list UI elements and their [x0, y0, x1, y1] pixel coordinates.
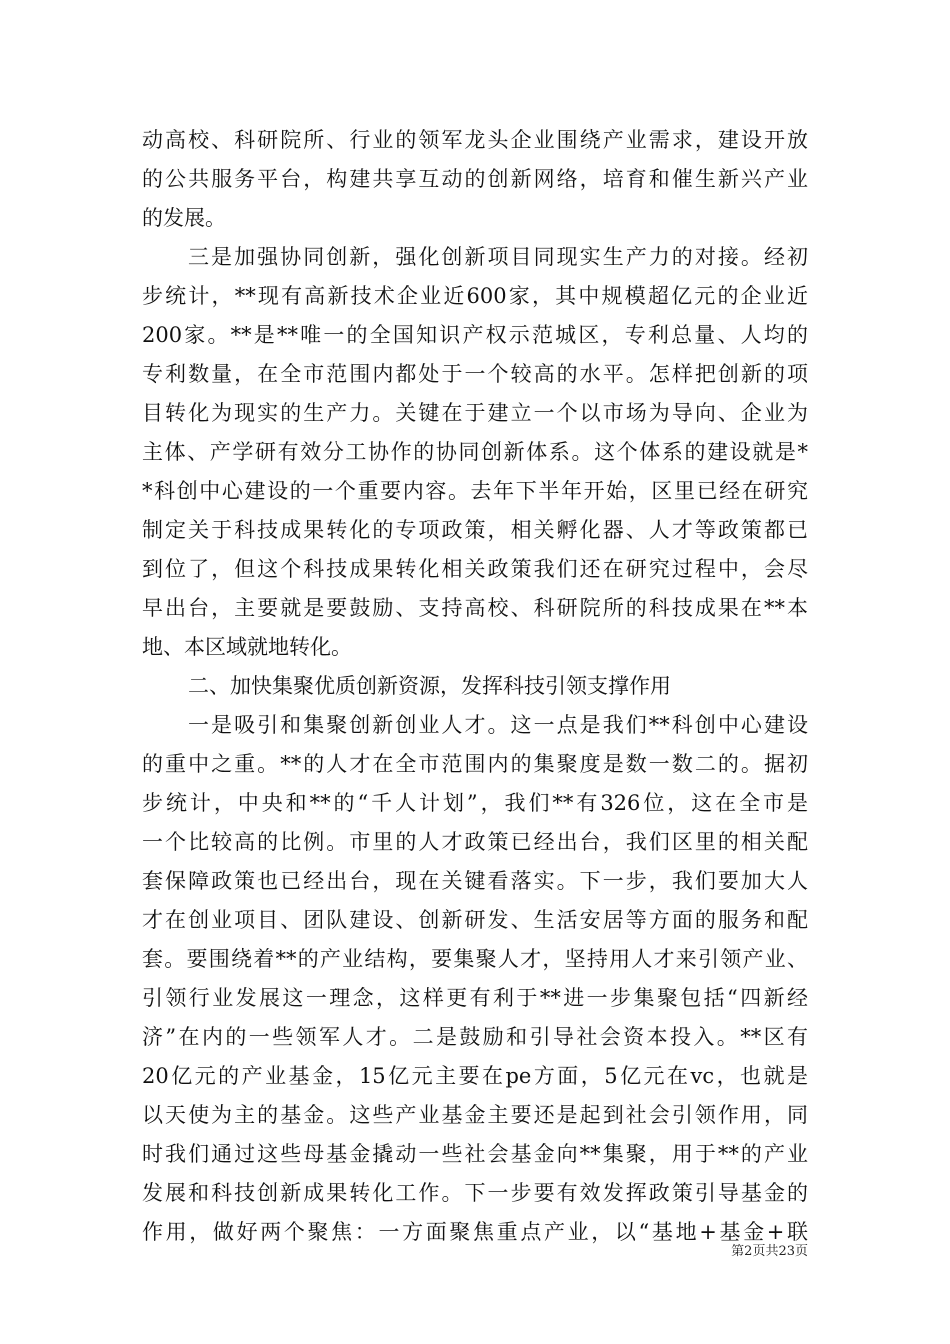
text-line: 时我们通过这些母基金撬动一些社会基金向**集聚，用于**的产业 — [142, 1142, 808, 1166]
text-line: 主体、产学研有效分工协作的协同创新体系。这个体系的建设就是* — [142, 440, 808, 464]
text-line: 作用，做好两个聚焦：一方面聚焦重点产业，以“基地+基金+联 — [142, 1220, 808, 1244]
text-line: 套。要围绕着**的产业结构，要集聚人才，坚持用人才来引领产业、 — [142, 947, 808, 971]
text-line: 的公共服务平台，构建共享互动的创新网络，培育和催生新兴产业 — [142, 167, 808, 191]
text-line: 的重中之重。**的人才在全市范围内的集聚度是数一数二的。据初 — [142, 752, 808, 776]
text-line: 地、本区域就地转化。 — [142, 635, 352, 659]
text-line: 专利数量，在全市范围内都处于一个较高的水平。怎样把创新的项 — [142, 362, 808, 386]
text-line: 到位了，但这个科技成果转化相关政策我们还在研究过程中，会尽 — [142, 557, 808, 581]
text-line: 三是加强协同创新，强化创新项目同现实生产力的对接。经初 — [188, 245, 808, 269]
text-line: 套保障政策也已经出台，现在关键看落实。下一步，我们要加大人 — [142, 869, 808, 893]
page-number: 第2页共23页 — [731, 1244, 808, 1259]
text-line: 200家。**是**唯一的全国知识产权示范城区，专利总量、人均的 — [142, 323, 808, 347]
text-line: 发展和科技创新成果转化工作。下一步要有效发挥政策引导基金的 — [142, 1181, 808, 1205]
text-line: 的发展。 — [142, 206, 226, 230]
text-line: 步统计，中央和**的“千人计划”，我们**有326位，这在全市是 — [142, 791, 808, 815]
text-line: 步统计，**现有高新技术企业近600家，其中规模超亿元的企业近 — [142, 284, 808, 308]
text-line: 才在创业项目、团队建设、创新研发、生活安居等方面的服务和配 — [142, 908, 808, 932]
body-text — [142, 121, 808, 1252]
text-line: 制定关于科技成果转化的专项政策，相关孵化器、人才等政策都已 — [142, 518, 808, 542]
section-heading: 二、加快集聚优质创新资源，发挥科技引领支撑作用 — [188, 674, 671, 698]
text-line: 目转化为现实的生产力。关键在于建立一个以市场为导向、企业为 — [142, 401, 808, 425]
text-line: 早出台，主要就是要鼓励、支持高校、科研院所的科技成果在**本 — [142, 596, 808, 620]
text-line: 引领行业发展这一理念，这样更有利于**进一步集聚包括“四新经 — [142, 986, 808, 1010]
text-line: *科创中心建设的一个重要内容。去年下半年开始，区里已经在研究 — [142, 479, 808, 503]
text-line: 一是吸引和集聚创新创业人才。这一点是我们**科创中心建设 — [188, 713, 808, 737]
text-line: 济”在内的一些领军人才。二是鼓励和引导社会资本投入。**区有 — [142, 1025, 808, 1049]
text-line: 20亿元的产业基金，15亿元主要在pe方面，5亿元在vc，也就是 — [142, 1064, 808, 1088]
text-line: 一个比较高的比例。市里的人才政策已经出台，我们区里的相关配 — [142, 830, 808, 854]
text-line: 动高校、科研院所、行业的领军龙头企业围绕产业需求，建设开放 — [142, 128, 808, 152]
text-line: 以天使为主的基金。这些产业基金主要还是起到社会引领作用，同 — [142, 1103, 808, 1127]
